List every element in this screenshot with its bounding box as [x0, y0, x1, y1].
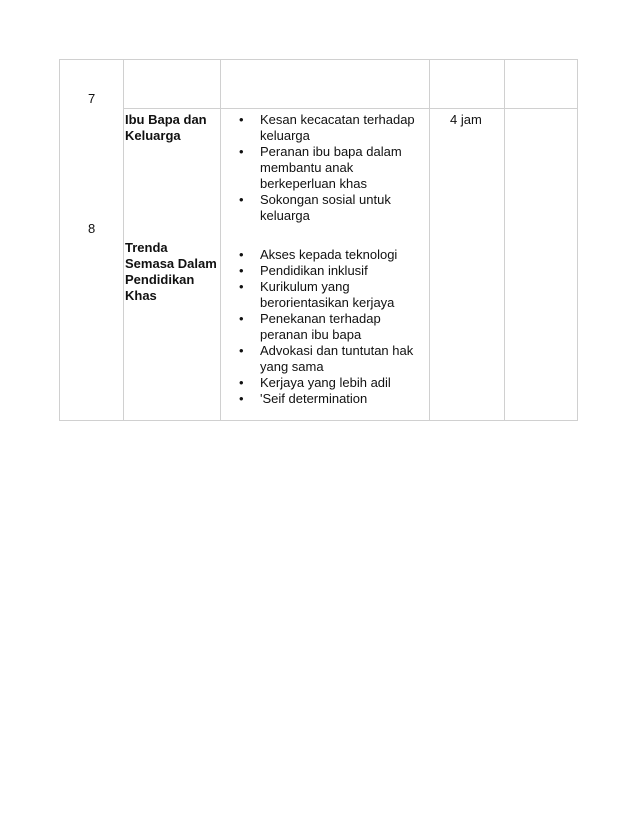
bullet-icon: • — [239, 144, 244, 159]
bullet-icon: • — [239, 375, 244, 390]
topic-title: Khas — [125, 288, 157, 303]
list-item: • Pendidikan inklusif — [239, 263, 368, 278]
bullet-icon: • — [239, 279, 244, 294]
list-item: • Advokasi dan tuntutan hak yang sama — [239, 343, 414, 374]
column-divider — [220, 60, 221, 420]
list-item: • Peranan ibu bapa dalam membantu anak berkeperluan khas — [239, 144, 402, 191]
bullet-icon: • — [239, 192, 244, 207]
topic-title: Trenda — [125, 240, 168, 255]
bullet-icon: • — [239, 343, 244, 358]
bullet-icon: • — [239, 263, 244, 278]
content-list — [231, 112, 430, 224]
bullet-icon: • — [239, 112, 244, 127]
bullet-icon: • — [239, 311, 244, 326]
content-list — [231, 247, 430, 407]
list-item: • Kesan kecacatan terhadap keluarga — [239, 112, 415, 143]
bullet-icon: • — [239, 247, 244, 262]
list-item: • Sokongan sosial untuk keluarga — [239, 192, 391, 223]
topic-title: Ibu Bapa dan — [125, 112, 207, 127]
topic-title: Semasa Dalam — [125, 256, 217, 271]
column-divider — [123, 60, 124, 420]
duration-label: 4 jam — [450, 112, 482, 127]
list-item: • 'Seif determination — [239, 391, 368, 406]
row-divider — [123, 108, 578, 109]
list-item: • Penekanan terhadap peranan ibu bapa — [239, 311, 381, 342]
topic-title: Keluarga — [125, 128, 181, 143]
row-number-8: 8 — [88, 221, 96, 236]
list-item: • Akses kepada teknologi — [239, 247, 398, 262]
list-item: • Kurikulum yang berorientasikan kerjaya — [239, 279, 395, 310]
topic-title: Pendidikan — [125, 272, 195, 287]
bullet-icon: • — [239, 391, 244, 406]
column-divider — [504, 60, 505, 420]
row-number-7: 7 — [88, 91, 96, 106]
list-item: • Kerjaya yang lebih adil — [239, 375, 391, 390]
